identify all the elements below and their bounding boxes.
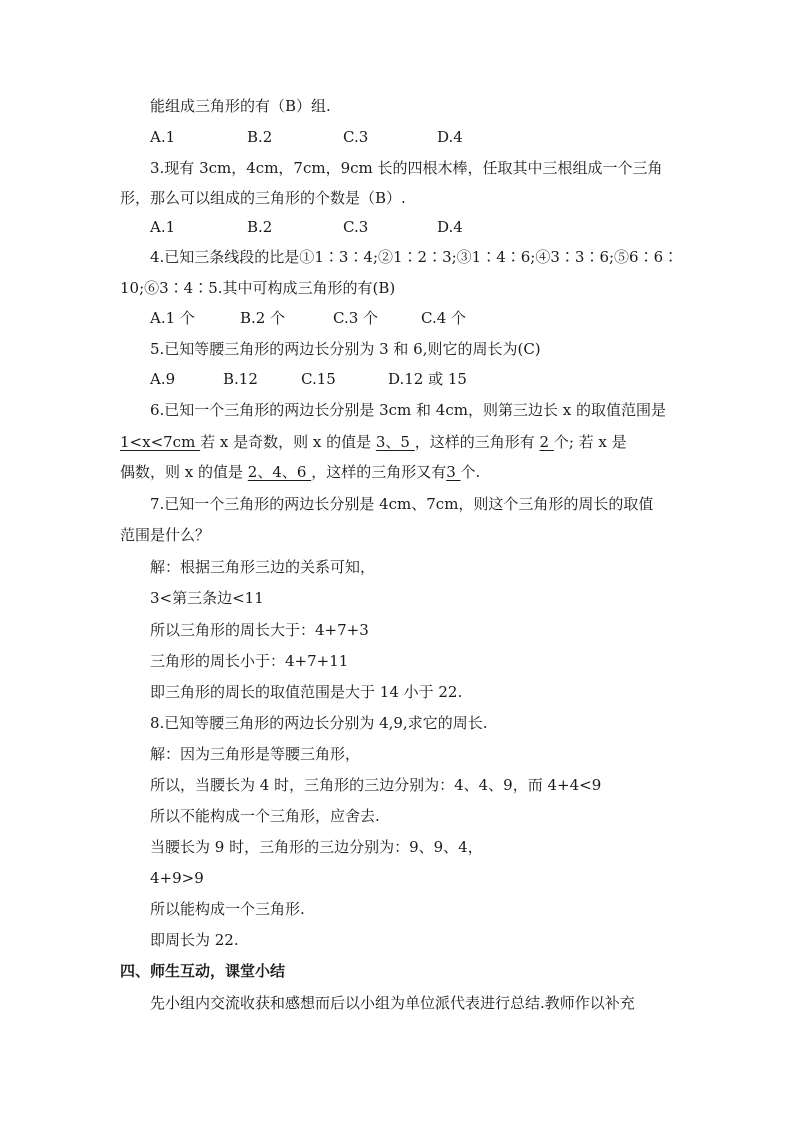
text-segment: ，这样的三角形又有 [311, 463, 447, 481]
question-7-cont: 范围是什么？ [120, 526, 211, 544]
solution-line: 所以三角形的周长大于：4+7+3 [150, 621, 369, 639]
question-3-cont: 形，那么可以组成的三角形的个数是（B）. [120, 189, 406, 207]
option-d: D.4 [437, 218, 463, 236]
option-b: B.2 [247, 128, 273, 146]
question-6: 6.已知一个三角形的两边长分别是 3cm 和 4cm，则第三边长 x 的取值范围是 [150, 401, 666, 419]
options-row [0, 217, 794, 237]
answer-count-even: 3 [446, 463, 461, 481]
text-segment: ，这样的三角形有 [414, 433, 535, 451]
solution-line: 3<第三条边<11 [150, 589, 264, 607]
option-c: C.15 [301, 370, 336, 388]
solution-line: 4+9>9 [150, 869, 204, 887]
option-a: A.9 [150, 370, 176, 388]
question-3: 3.现有 3cm，4cm，7cm，9cm 长的四根木棒，任取其中三根组成一个三角 [150, 159, 663, 177]
text-segment: 若 x 是奇数，则 x 的值是 [200, 433, 372, 451]
solution-line: 解：因为三角形是等腰三角形， [150, 745, 361, 763]
text-segment: 个. [460, 463, 481, 481]
question-5: 5.已知等腰三角形的两边长分别为 3 和 6,则它的周长为(C) [150, 340, 541, 358]
option-c: C.3 [343, 218, 369, 236]
solution-line: 三角形的周长小于：4+7+11 [150, 652, 349, 670]
question-8: 8.已知等腰三角形的两边长分别为 4,9,求它的周长. [150, 714, 488, 732]
text-line: 能组成三角形的有（B）组. [150, 97, 331, 115]
text-segment: 个; 若 x 是 [553, 433, 627, 451]
option-c: C.3 个 [333, 309, 379, 327]
option-a: A.1 [150, 218, 176, 236]
solution-line: 解：根据三角形三边的关系可知， [150, 558, 376, 576]
solution-line: 所以能构成一个三角形. [150, 900, 305, 918]
option-b: B.2 [247, 218, 273, 236]
option-c: C.3 [343, 128, 369, 146]
answer-range: 1<x<7cm [120, 433, 201, 451]
solution-line: 即周长为 22. [150, 931, 239, 949]
question-6-cont2 [120, 462, 480, 482]
option-d: C.4 个 [421, 309, 467, 327]
question-4-cont: 10;⑥3∶4∶5.其中可构成三角形的有(B) [120, 279, 396, 297]
option-a: A.1 [150, 128, 176, 146]
option-b: B.2 个 [240, 309, 286, 327]
option-d: D.4 [437, 128, 463, 146]
option-d: D.12 或 15 [388, 370, 467, 388]
options-row [0, 308, 794, 328]
question-7: 7.已知一个三角形的两边长分别是 4cm、7cm，则这个三角形的周长的取值 [150, 495, 654, 513]
answer-even-values: 2、4、6 [247, 463, 312, 481]
solution-line: 所以，当腰长为 4 时，三角形的三边分别为：4、4、9，而 4+4<9 [150, 776, 602, 794]
paragraph-line: 先小组内交流收获和感想而后以小组为单位派代表进行总结.教师作以补充 [150, 994, 635, 1012]
question-4: 4.已知三条线段的比是①1∶3∶4;②1∶2∶3;③1∶4∶6;④3∶3∶6;⑤6∶6∶ [150, 248, 679, 266]
solution-line: 当腰长为 9 时，三角形的三边分别为：9、9、4， [150, 838, 483, 856]
solution-line: 所以不能构成一个三角形，应舍去. [150, 807, 380, 825]
option-a: A.1 个 [150, 309, 195, 327]
options-row [0, 369, 794, 389]
options-row [0, 127, 794, 147]
answer-count-odd: 2 [539, 433, 554, 451]
solution-line: 即三角形的周长的取值范围是大于 14 小于 22. [150, 683, 463, 701]
text-segment: 偶数，则 x 的值是 [120, 463, 243, 481]
question-6-cont [120, 432, 627, 452]
option-b: B.12 [223, 370, 258, 388]
section-heading: 四、师生互动，课堂小结 [120, 962, 286, 980]
answer-odd-values: 3、5 [375, 433, 415, 451]
